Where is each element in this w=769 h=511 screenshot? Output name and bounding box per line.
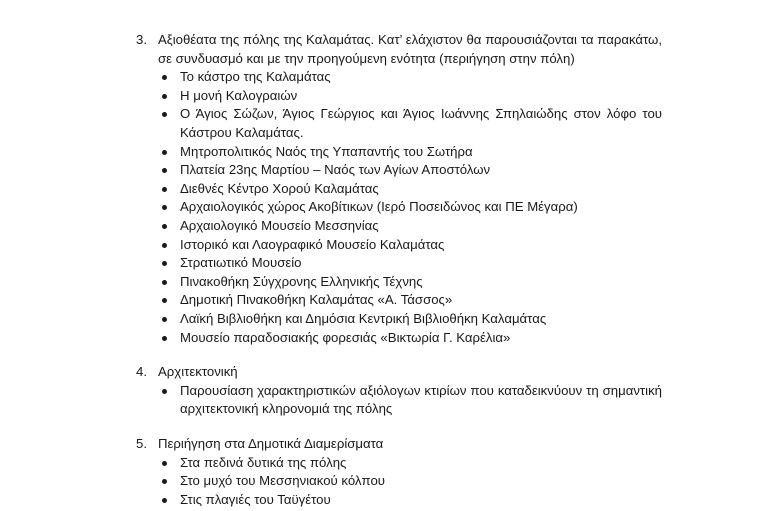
list-item [158,454,662,473]
list-item [158,472,662,491]
bullet-icon [162,243,167,248]
list-item-text: Το κάστρο της Καλαμάτας [180,69,331,85]
list-item [158,105,662,142]
list-item [158,68,662,87]
list-item-text: Μουσείο παραδοσιακής φορεσιάς «Βικτωρία Γ. Καρέλια» [180,329,511,345]
section-intro: Περιήγηση στα Δημοτικά Διαμερίσματα [158,436,384,451]
list-item [158,236,662,255]
bullet-icon [162,112,167,117]
bullet-icon [162,187,167,192]
list-item [158,254,662,273]
list-item-text: Πλατεία 23ης Μαρτίου – Ναός των Αγίων Αποστόλων [180,162,491,178]
bullet-icon [162,261,167,266]
list-item [158,143,662,162]
list-item [158,273,662,292]
list-item [158,291,662,310]
section-intro: Αρχιτεκτονική [158,364,238,379]
bullet-icon [162,461,167,466]
bullet-icon [162,298,167,303]
section-number: 4. [136,364,147,379]
section-4 [136,363,662,419]
list-item [158,87,662,106]
list-item [158,180,662,199]
list-item-text: Στρατιωτικό Μουσείο [180,255,302,271]
section-intro: Αξιοθέατα της πόλης της Καλαμάτας. Κατ’ ελάχιστον θα παρουσιάζονται τα παρακάτω, σε συνδυασμό και με την προηγούμενη ενότητα (περιήγηση στην πόλη) [158,32,662,66]
section-number: 3. [136,32,147,47]
list-item-text: Ιστορικό και Λαογραφικό Μουσείο Καλαμάτας [180,236,445,252]
bullet-list [158,68,662,347]
section-5 [136,435,662,509]
bullet-icon [162,317,167,322]
bullet-icon [162,75,167,80]
bullet-icon [162,280,167,285]
list-item [158,217,662,236]
bullet-icon [162,336,167,341]
list-item-text: Διεθνές Κέντρο Χορού Καλαμάτας [180,180,379,196]
list-item-text: Παρουσίαση χαρακτηριστικών αξιόλογων κτιρίων που καταδεικνύουν τη σημαντική αρχιτεκτονική κληρονομιά της πόλης [180,382,662,417]
bullet-icon [162,168,167,173]
list-item-text: Αρχαιολογικός χώρος Ακοβίτικων (Ιερό Ποσειδώνος και ΠΕ Μέγαρα) [180,199,578,215]
bullet-icon [162,498,167,503]
list-item [158,491,662,510]
bullet-icon [162,94,167,99]
bullet-icon [162,150,167,155]
list-item-text: Πινακοθήκη Σύγχρονης Ελληνικής Τέχνης [180,273,423,289]
list-item-text: Δημοτική Πινακοθήκη Καλαμάτας «Α. Τάσσος» [180,292,453,308]
bullet-icon [162,479,167,484]
bullet-icon [162,205,167,210]
list-item-text: Λαϊκή Βιβλιοθήκη και Δημόσια Κεντρική Βιβλιοθήκη Καλαμάτας [180,310,547,326]
list-item [158,198,662,217]
bullet-list [158,454,662,510]
list-item-text: Ο Άγιος Σώζων, Άγιος Γεώργιος και Άγιος Ιωάννης Σπηλαιώδης στον λόφο του Κάστρου Καλαμάτας. [180,106,662,140]
list-item-text: Μητροπολιτικός Ναός της Υπαπαντής του Σωτήρα [180,143,473,159]
list-item [158,329,662,348]
list-item [158,310,662,329]
list-item-text: Στις πλαγιές του Ταϋγέτου [180,491,331,507]
list-item-text: Στο μυχό του Μεσσηνιακού κόλπου [180,473,385,489]
section-3 [136,31,662,347]
bullet-list [158,382,662,419]
list-item-text: Στα πεδινά δυτικά της πόλης [180,454,347,470]
bullet-icon [162,389,167,394]
list-item [158,161,662,180]
bullet-icon [162,224,167,229]
list-item [158,382,662,419]
list-item-text: Η μονή Καλογραιών [180,87,298,103]
list-item-text: Αρχαιολογικό Μουσείο Μεσσηνίας [180,217,379,233]
section-number: 5. [136,436,147,451]
